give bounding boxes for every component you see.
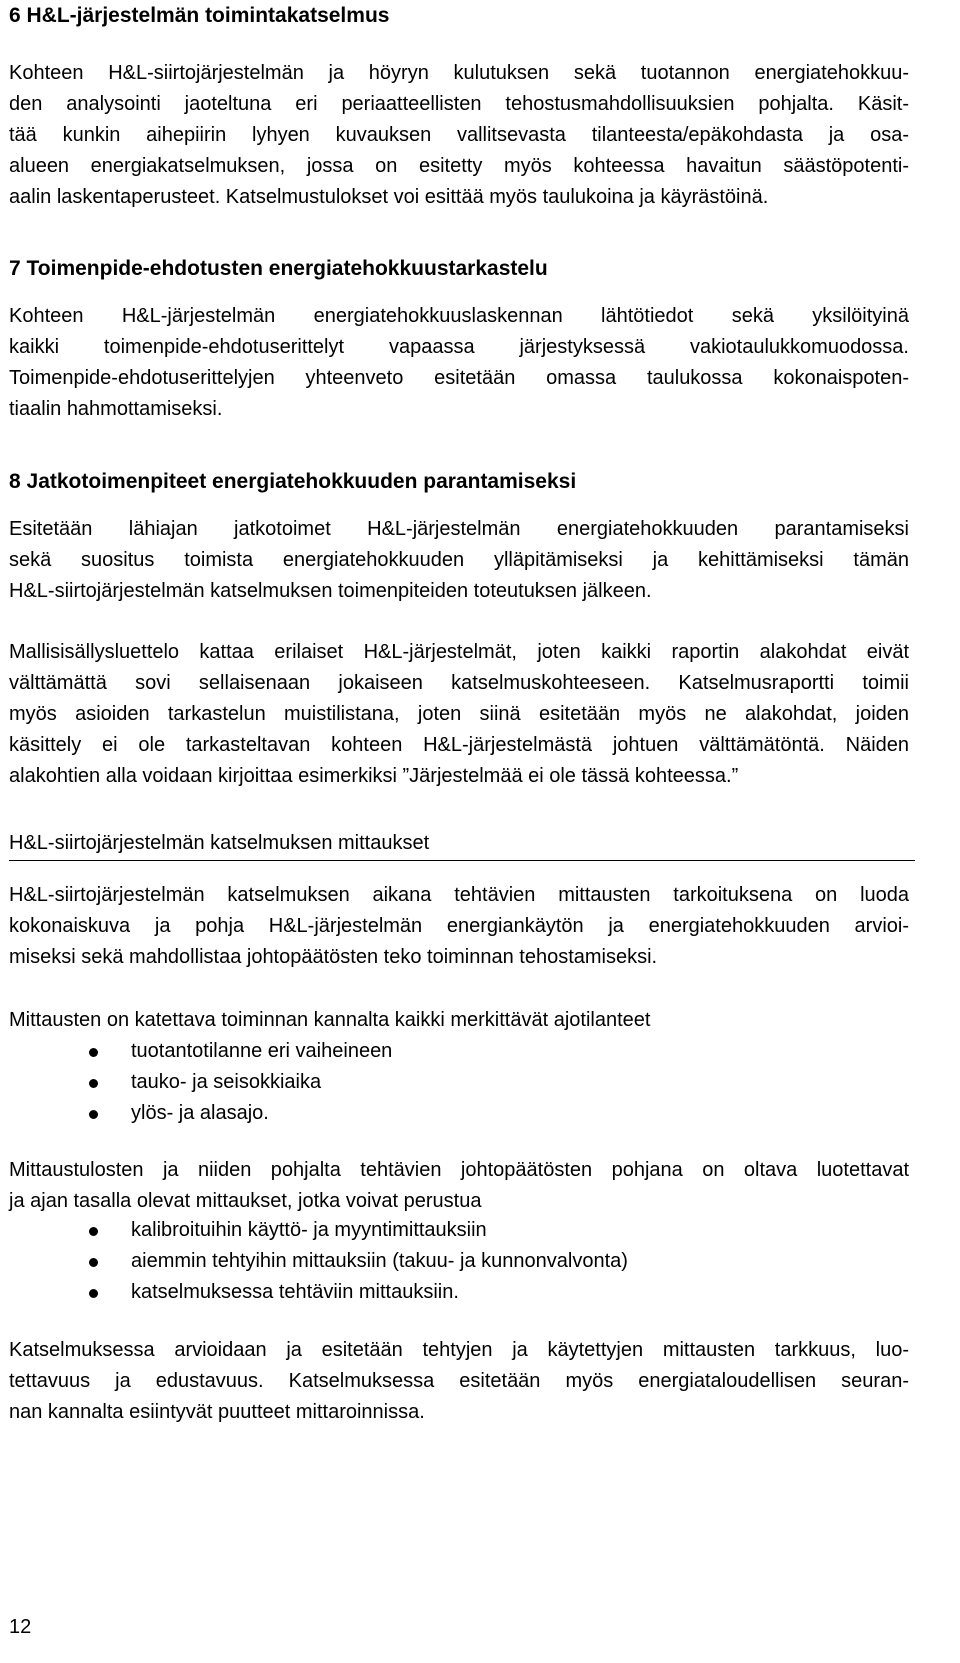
bullet-icon [89,1289,98,1298]
text-line: aalin laskentaperusteet. Katselmustulokset voi esittää myös taulukoina ja käyrästöinä. [9,186,769,208]
text-line: sekä suositus toimista energiatehokkuuden ylläpitämiseksi ja kehittämiseksi tämän [9,549,909,571]
text-line: Mittaustulosten ja niiden pohjalta tehtävien johtopäätösten pohjana on oltava luotettavat [9,1159,909,1181]
text-line: nan kannalta esiintyvät puutteet mittaroinnissa. [9,1401,425,1423]
bullet-icon [89,1110,98,1119]
text-line: H&L-siirtojärjestelmän katselmuksen toimenpiteiden toteutuksen jälkeen. [9,580,652,602]
text-line: Mallisisällysluettelo kattaa erilaiset H&L-järjestelmät, joten kaikki raportin alakohdat eivät [9,641,909,663]
section-6-paragraph [9,58,909,213]
list-item: katselmuksessa tehtäviin mittauksiin. [9,1277,909,1308]
text-line: tettavuus ja edustavuus. Katselmuksessa esitetään myös energiataloudellisen seuran- [9,1370,909,1392]
text-line: ja ajan tasalla olevat mittaukset, jotka voivat perustua [9,1190,482,1212]
measurements-intro-1 [9,1005,909,1036]
text-line: käsittely ei ole tarkasteltavan kohteen H&L-järjestelmästä johtuen välttämätöntä. Näiden [9,734,909,756]
bullet-icon [89,1227,98,1236]
page-number: 12 [9,1616,32,1638]
list-item: tauko- ja seisokkiaika [9,1067,909,1098]
section-7-heading: 7 Toimenpide-ehdotusten energiatehokkuustarkastelu [9,257,548,280]
text-line: alakohtien alla voidaan kirjoittaa esimerkiksi ”Järjestelmää ei ole tässä kohteessa.” [9,765,739,787]
text-line: Kohteen H&L-siirtojärjestelmän ja höyryn kulutuksen sekä tuotannon energiatehokkuu- [9,62,909,84]
section-8-paragraph-2 [9,637,909,792]
measurements-paragraph-1 [9,880,909,973]
text-line: miseksi sekä mahdollistaa johtopäätösten teko toiminnan tehostamiseksi. [9,946,658,968]
list-item: kalibroituihin käyttö- ja myyntimittauksiin [9,1215,909,1246]
text-line: Kohteen H&L-järjestelmän energiatehokkuuslaskennan lähtötiedot sekä yksilöityinä [9,305,909,327]
bullet-list-2 [9,1215,909,1308]
measurements-paragraph-3 [9,1335,909,1428]
text-line: tää kunkin aihepiirin lyhyen kuvauksen vallitsevasta tilanteesta/epäkohdasta ja osa- [9,124,909,146]
bullet-icon [89,1258,98,1267]
bullet-icon [89,1048,98,1057]
heading-rule [9,860,915,861]
text-line: alueen energiakatselmuksen, jossa on esitetty myös kohteessa havaitun säästöpotenti- [9,155,909,177]
text-line: Mittausten on katettava toiminnan kannalta kaikki merkittävät ajotilanteet [9,1009,651,1031]
text-line: Katselmuksessa arvioidaan ja esitetään tehtyjen ja käytettyjen mittausten tarkkuus, luo- [9,1339,909,1361]
text-line: H&L-siirtojärjestelmän katselmuksen aikana tehtävien mittausten tarkoituksena on luoda [9,884,909,906]
list-item: tuotantotilanne eri vaiheineen [9,1036,909,1067]
text-line: den analysointi jaoteltuna eri periaatteellisten tehostusmahdollisuuksien pohjalta. Käsit- [9,93,909,115]
section-6-heading: 6 H&L-järjestelmän toimintakatselmus [9,4,390,27]
text-line: Toimenpide-ehdotuserittelyjen yhteenveto esitetään omassa taulukossa kokonaispoten- [9,367,909,389]
measurements-intro-2 [9,1155,909,1217]
section-8-heading: 8 Jatkotoimenpiteet energiatehokkuuden parantamiseksi [9,470,577,493]
measurements-heading: H&L-siirtojärjestelmän katselmuksen mittaukset [9,832,430,854]
list-item: ylös- ja alasajo. [9,1098,909,1129]
section-7-paragraph [9,301,909,425]
text-line: kokonaiskuva ja pohja H&L-järjestelmän energiankäytön ja energiatehokkuuden arvioi- [9,915,909,937]
list-item: aiemmin tehtyihin mittauksiin (takuu- ja kunnonvalvonta) [9,1246,909,1277]
text-line: myös asioiden tarkastelun muistilistana, joten siinä esitetään myös ne alakohdat, joiden [9,703,909,725]
text-line: tiaalin hahmottamiseksi. [9,398,223,420]
bullet-list-1 [9,1036,909,1129]
text-line: välttämättä sovi sellaisenaan jokaiseen katselmuskohteeseen. Katselmusraportti toimii [9,672,909,694]
bullet-icon [89,1079,98,1088]
text-line: Esitetään lähiajan jatkotoimet H&L-järjestelmän energiatehokkuuden parantamiseksi [9,518,909,540]
section-8-paragraph-1 [9,514,909,607]
text-line: kaikki toimenpide-ehdotuserittelyt vapaassa järjestyksessä vakiotaulukkomuodossa. [9,336,909,358]
